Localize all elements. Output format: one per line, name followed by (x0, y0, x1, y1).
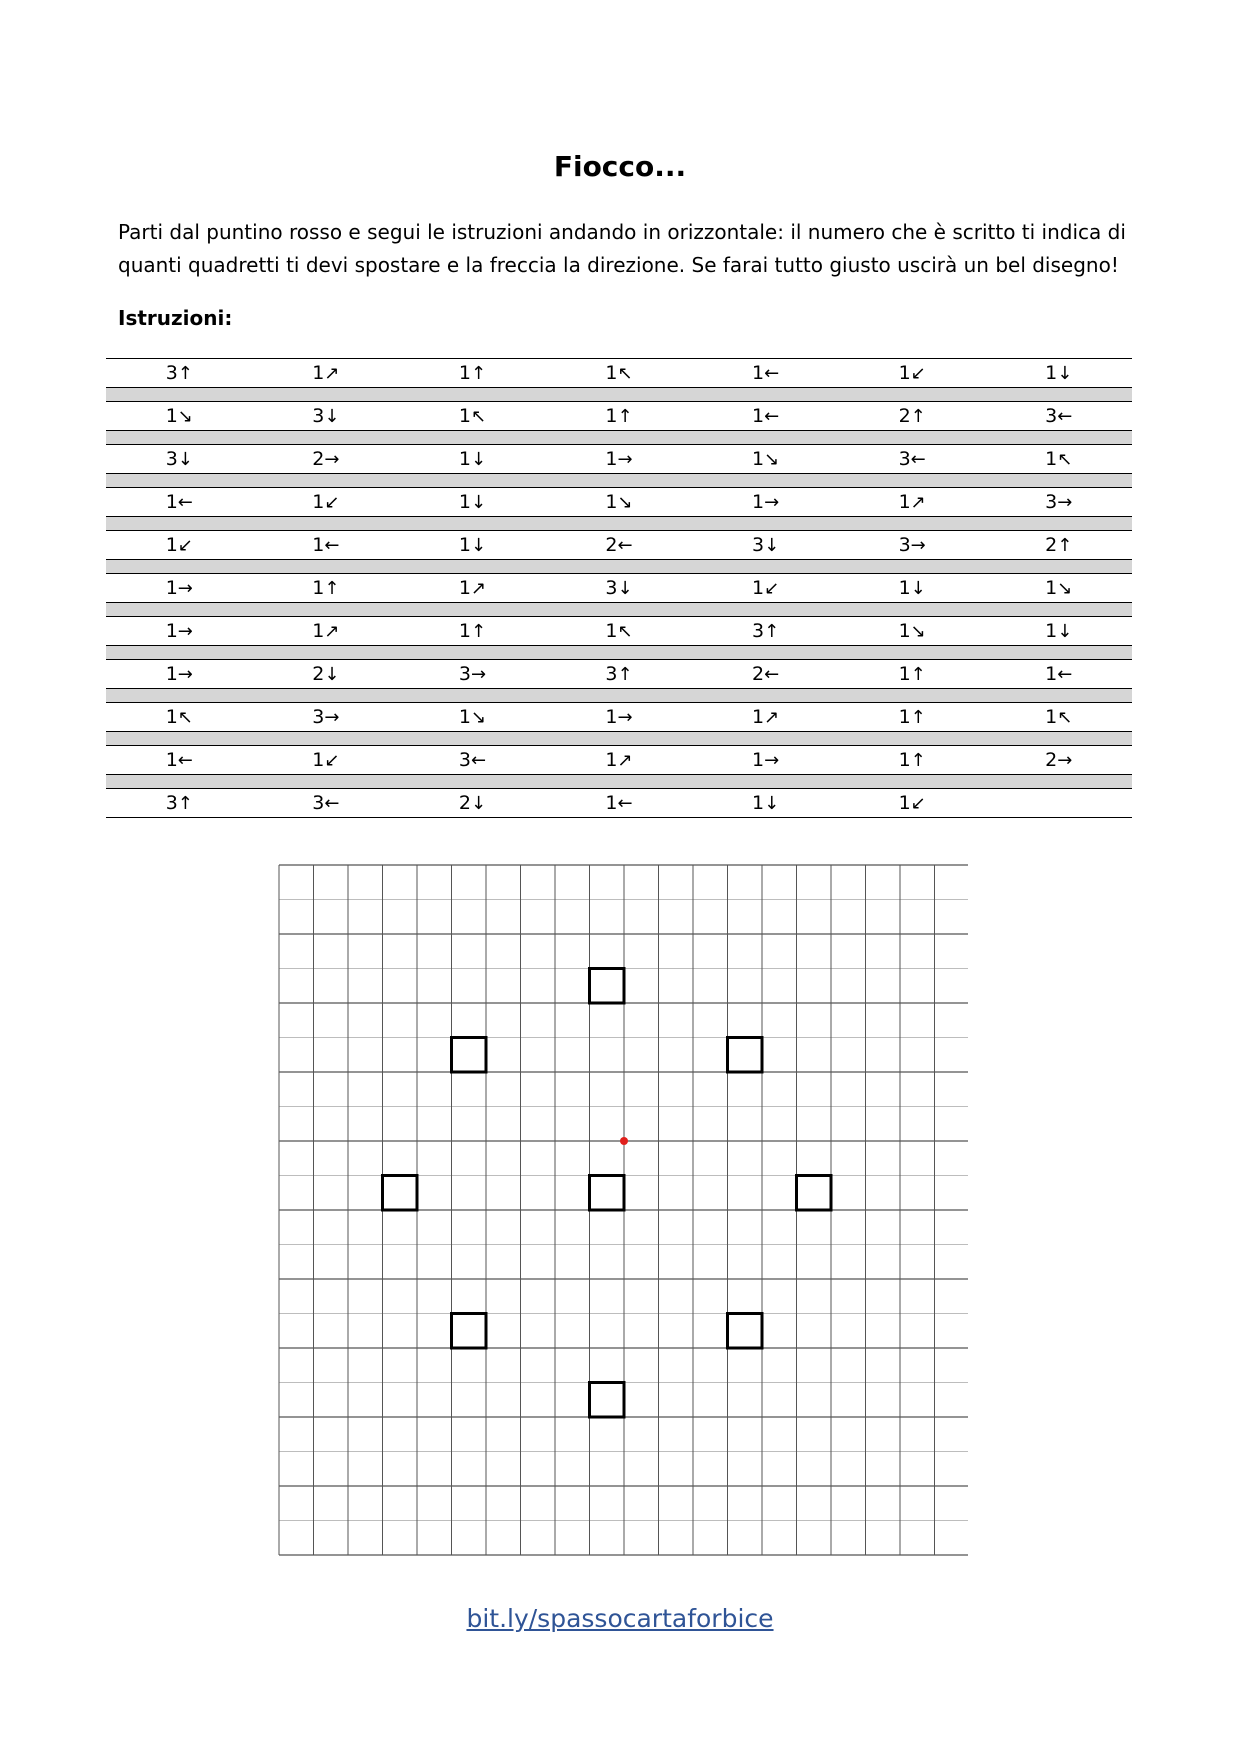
step-count: 3 (165, 791, 178, 814)
arrow-right-icon: → (177, 663, 193, 685)
arrow-right-icon: → (1057, 491, 1073, 513)
arrow-right-icon: → (617, 706, 633, 728)
instruction-cell (253, 618, 400, 645)
step-count: 1 (605, 404, 618, 427)
step-count: 2 (312, 447, 325, 470)
arrow-down-icon: ↓ (470, 792, 487, 814)
instruction-cell (546, 489, 693, 516)
row-separator (106, 474, 1132, 487)
instruction-cell (546, 360, 693, 387)
arrow-ne-icon: ↗ (324, 620, 340, 642)
arrow-up-icon: ↑ (177, 362, 193, 384)
step-count: 1 (752, 490, 765, 513)
instruction-cell (985, 532, 1132, 559)
instruction-cell (253, 661, 400, 688)
bold-square (797, 1176, 832, 1211)
step-count: 1 (165, 490, 178, 513)
instruction-cell (399, 618, 546, 645)
arrow-up-icon: ↑ (910, 749, 926, 771)
arrow-down-icon: ↓ (324, 405, 340, 427)
step-count: 2 (898, 404, 911, 427)
instruction-cell (399, 790, 546, 817)
instruction-cell (546, 618, 693, 645)
step-count: 1 (458, 576, 471, 599)
grid-svg[interactable] (278, 864, 968, 1570)
step-count: 3 (605, 576, 618, 599)
step-count: 1 (898, 619, 911, 642)
bold-square (452, 1038, 487, 1073)
step-count: 1 (605, 705, 618, 728)
step-count: 1 (752, 791, 765, 814)
arrow-up-icon: ↑ (617, 405, 633, 427)
arrow-down-icon: ↓ (764, 534, 780, 556)
instruction-cell (253, 704, 400, 731)
instruction-cell (106, 618, 253, 645)
step-count: 1 (898, 791, 911, 814)
instruction-cell (692, 618, 839, 645)
step-count: 1 (898, 662, 911, 685)
arrow-sw-icon: ↙ (177, 534, 193, 556)
step-count: 1 (605, 619, 618, 642)
step-count: 3 (752, 533, 765, 556)
bold-square (728, 1314, 763, 1349)
step-count: 1 (165, 404, 178, 427)
step-count: 2 (458, 791, 471, 814)
step-count: 3 (312, 705, 325, 728)
step-count: 2 (752, 662, 765, 685)
step-count: 2 (1045, 748, 1058, 771)
step-count: 1 (1045, 447, 1058, 470)
step-count: 1 (312, 490, 325, 513)
arrow-nw-icon: ↖ (1057, 448, 1073, 470)
instruction-cell (106, 661, 253, 688)
step-count: 3 (1045, 404, 1058, 427)
step-count: 3 (605, 662, 618, 685)
instruction-cell (839, 575, 986, 602)
row-separator (106, 775, 1132, 788)
arrow-left-icon: ← (1057, 663, 1073, 685)
arrow-left-icon: ← (1057, 405, 1073, 427)
step-count: 1 (458, 361, 471, 384)
instruction-row (106, 573, 1132, 603)
instruction-cell (399, 532, 546, 559)
row-separator (106, 603, 1132, 616)
step-count: 1 (605, 361, 618, 384)
bold-square (383, 1176, 418, 1211)
arrow-right-icon: → (324, 448, 340, 470)
instruction-row (106, 659, 1132, 689)
arrow-sw-icon: ↙ (764, 577, 780, 599)
arrow-left-icon: ← (764, 663, 780, 685)
arrow-down-icon: ↓ (470, 491, 487, 513)
instruction-cell (399, 446, 546, 473)
instruction-cell (985, 704, 1132, 731)
instruction-cell (253, 403, 400, 430)
arrow-up-icon: ↑ (1057, 534, 1073, 556)
instruction-cell (839, 618, 986, 645)
row-separator (106, 560, 1132, 573)
instruction-cell (692, 575, 839, 602)
instruction-cell (546, 575, 693, 602)
step-count: 1 (898, 490, 911, 513)
start-point-dot (620, 1137, 628, 1145)
instruction-cell (839, 446, 986, 473)
arrow-right-icon: → (177, 577, 193, 599)
instruction-cell (106, 790, 253, 817)
step-count: 3 (312, 404, 325, 427)
instruction-cell (985, 446, 1132, 473)
arrow-down-icon: ↓ (617, 577, 633, 599)
instruction-cell (692, 360, 839, 387)
step-count: 3 (1045, 490, 1058, 513)
instruction-cell (839, 489, 986, 516)
instruction-cell (546, 790, 693, 817)
instruction-cell (399, 403, 546, 430)
step-count: 1 (752, 748, 765, 771)
bold-square (590, 1383, 625, 1418)
instruction-row (106, 401, 1132, 431)
instruction-cell (692, 790, 839, 817)
arrow-se-icon: ↘ (470, 706, 487, 728)
arrow-right-icon: → (177, 620, 193, 642)
instruction-cell (106, 575, 253, 602)
arrow-sw-icon: ↙ (910, 362, 926, 384)
step-count: 1 (1045, 361, 1058, 384)
step-count: 3 (312, 791, 325, 814)
instruction-cell (399, 360, 546, 387)
arrow-se-icon: ↘ (617, 491, 633, 513)
step-count: 1 (312, 361, 325, 384)
instruction-cell (839, 790, 986, 817)
row-separator (106, 517, 1132, 530)
instruction-cell (985, 403, 1132, 430)
step-count: 1 (898, 705, 911, 728)
arrow-down-icon: ↓ (177, 448, 193, 470)
step-count: 1 (312, 619, 325, 642)
arrow-se-icon: ↘ (910, 620, 926, 642)
step-count: 3 (898, 447, 911, 470)
arrow-se-icon: ↘ (764, 448, 780, 470)
arrow-up-icon: ↑ (910, 706, 926, 728)
arrow-left-icon: ← (177, 491, 193, 513)
arrow-right-icon: → (1057, 749, 1073, 771)
instruction-cell (253, 575, 400, 602)
arrow-right-icon: → (910, 534, 926, 556)
arrow-right-icon: → (764, 491, 780, 513)
instruction-cell (985, 747, 1132, 774)
arrow-down-icon: ↓ (764, 792, 780, 814)
instruction-cell (546, 446, 693, 473)
step-count: 1 (898, 361, 911, 384)
step-count: 3 (458, 748, 471, 771)
instruction-cell (985, 618, 1132, 645)
arrow-ne-icon: ↗ (324, 362, 340, 384)
arrow-left-icon: ← (177, 749, 193, 771)
instruction-row (106, 745, 1132, 775)
step-count: 1 (312, 533, 325, 556)
arrow-sw-icon: ↙ (324, 491, 340, 513)
instruction-cell (253, 790, 400, 817)
step-count: 1 (165, 576, 178, 599)
instruction-cell (253, 532, 400, 559)
row-separator (106, 689, 1132, 702)
arrow-sw-icon: ↙ (910, 792, 926, 814)
bold-square (728, 1038, 763, 1073)
instruction-cell (253, 489, 400, 516)
arrow-left-icon: ← (617, 534, 633, 556)
instruction-row (106, 616, 1132, 646)
instruction-cell (839, 532, 986, 559)
instruction-cell (253, 747, 400, 774)
instruction-cell (985, 661, 1132, 688)
arrow-down-icon: ↓ (470, 534, 487, 556)
arrow-up-icon: ↑ (470, 620, 487, 642)
step-count: 1 (458, 447, 471, 470)
instruction-cell (839, 661, 986, 688)
arrow-down-icon: ↓ (324, 663, 340, 685)
instruction-cell (839, 747, 986, 774)
arrow-sw-icon: ↙ (324, 749, 340, 771)
step-count: 3 (458, 662, 471, 685)
arrow-nw-icon: ↖ (617, 620, 633, 642)
footer-link[interactable]: bit.ly/spassocartaforbice (466, 1604, 774, 1633)
instruction-cell (546, 403, 693, 430)
instruction-cell (546, 747, 693, 774)
instruction-row (106, 487, 1132, 517)
instruction-cell (692, 661, 839, 688)
arrow-right-icon: → (764, 749, 780, 771)
step-count: 1 (752, 404, 765, 427)
instruction-row (106, 530, 1132, 560)
step-count: 1 (312, 576, 325, 599)
instruction-cell (692, 532, 839, 559)
arrow-up-icon: ↑ (764, 620, 780, 642)
arrow-nw-icon: ↖ (470, 405, 487, 427)
arrow-left-icon: ← (617, 792, 633, 814)
step-count: 1 (605, 748, 618, 771)
instruction-cell (399, 575, 546, 602)
step-count: 1 (165, 705, 178, 728)
row-separator (106, 431, 1132, 444)
instruction-cell (253, 446, 400, 473)
intro-text: Parti dal puntino rosso e segui le istruzioni andando in orizzontale: il numero che è scritto ti indica di quanti quadretti ti devi spostare e la freccia la direzione. Se farai tutto giusto uscirà un bel disegno! (118, 220, 1126, 277)
bold-square (590, 1176, 625, 1211)
step-count: 1 (605, 490, 618, 513)
step-count: 1 (458, 619, 471, 642)
step-count: 1 (605, 447, 618, 470)
instruction-cell (106, 489, 253, 516)
instruction-row (106, 358, 1132, 388)
instruction-cell (399, 489, 546, 516)
step-count: 2 (312, 662, 325, 685)
step-count: 1 (165, 662, 178, 685)
step-count: 3 (165, 447, 178, 470)
drawing-grid[interactable] (278, 864, 968, 1574)
instruction-cell (985, 360, 1132, 387)
instructions-table (106, 358, 1132, 818)
step-count: 1 (605, 791, 618, 814)
instruction-cell (106, 747, 253, 774)
instruction-cell (692, 489, 839, 516)
arrow-up-icon: ↑ (910, 663, 926, 685)
arrow-down-icon: ↓ (470, 448, 487, 470)
step-count: 1 (458, 705, 471, 728)
instruction-cell (546, 661, 693, 688)
arrow-left-icon: ← (764, 362, 780, 384)
arrow-up-icon: ↑ (910, 405, 926, 427)
bold-square (590, 969, 625, 1004)
step-count: 2 (1045, 533, 1058, 556)
arrow-left-icon: ← (324, 792, 340, 814)
step-count: 1 (458, 490, 471, 513)
instruction-cell (839, 403, 986, 430)
instruction-cell (399, 704, 546, 731)
step-count: 1 (1045, 619, 1058, 642)
step-count: 2 (605, 533, 618, 556)
row-separator (106, 732, 1132, 745)
arrow-right-icon: → (324, 706, 340, 728)
instruction-cell (106, 360, 253, 387)
instruction-cell (106, 403, 253, 430)
arrow-up-icon: ↑ (177, 792, 193, 814)
arrow-left-icon: ← (324, 534, 340, 556)
instruction-cell (692, 403, 839, 430)
arrow-ne-icon: ↗ (764, 706, 780, 728)
instruction-cell (399, 661, 546, 688)
section-label: Istruzioni: (118, 306, 233, 330)
arrow-up-icon: ↑ (324, 577, 340, 599)
instruction-cell (399, 747, 546, 774)
instruction-cell (839, 360, 986, 387)
arrow-right-icon: → (617, 448, 633, 470)
step-count: 1 (752, 576, 765, 599)
arrow-down-icon: ↓ (1057, 362, 1073, 384)
step-count: 3 (165, 361, 178, 384)
step-count: 1 (1045, 705, 1058, 728)
instruction-cell (546, 704, 693, 731)
instruction-row (106, 444, 1132, 474)
step-count: 1 (752, 361, 765, 384)
arrow-ne-icon: ↗ (470, 577, 487, 599)
arrow-ne-icon: ↗ (617, 749, 633, 771)
row-separator (106, 646, 1132, 659)
instruction-cell (985, 575, 1132, 602)
step-count: 1 (1045, 662, 1058, 685)
instruction-cell (106, 532, 253, 559)
arrow-left-icon: ← (764, 405, 780, 427)
arrow-nw-icon: ↖ (177, 706, 193, 728)
instruction-cell (106, 446, 253, 473)
arrow-nw-icon: ↖ (1057, 706, 1073, 728)
arrow-up-icon: ↑ (470, 362, 487, 384)
instruction-row (106, 788, 1132, 818)
arrow-down-icon: ↓ (910, 577, 926, 599)
arrow-left-icon: ← (910, 448, 926, 470)
step-count: 1 (458, 533, 471, 556)
bold-square (452, 1314, 487, 1349)
step-count: 1 (898, 748, 911, 771)
instruction-cell (692, 704, 839, 731)
arrow-down-icon: ↓ (1057, 620, 1073, 642)
page-title: Fiocco... (553, 150, 687, 183)
instruction-row (106, 702, 1132, 732)
instruction-cell (839, 704, 986, 731)
arrow-ne-icon: ↗ (910, 491, 926, 513)
arrow-se-icon: ↘ (177, 405, 193, 427)
instruction-cell (692, 446, 839, 473)
step-count: 1 (458, 404, 471, 427)
arrow-up-icon: ↑ (617, 663, 633, 685)
step-count: 1 (752, 705, 765, 728)
arrow-nw-icon: ↖ (617, 362, 633, 384)
instruction-cell (985, 489, 1132, 516)
step-count: 1 (165, 748, 178, 771)
step-count: 1 (752, 447, 765, 470)
instruction-cell (106, 704, 253, 731)
step-count: 1 (165, 619, 178, 642)
step-count: 1 (165, 533, 178, 556)
instruction-cell (546, 532, 693, 559)
arrow-right-icon: → (470, 663, 487, 685)
row-separator (106, 388, 1132, 401)
step-count: 3 (752, 619, 765, 642)
step-count: 1 (312, 748, 325, 771)
step-count: 3 (898, 533, 911, 556)
instruction-cell (692, 747, 839, 774)
step-count: 1 (898, 576, 911, 599)
step-count: 1 (1045, 576, 1058, 599)
arrow-se-icon: ↘ (1057, 577, 1073, 599)
instruction-cell (253, 360, 400, 387)
arrow-left-icon: ← (470, 749, 487, 771)
